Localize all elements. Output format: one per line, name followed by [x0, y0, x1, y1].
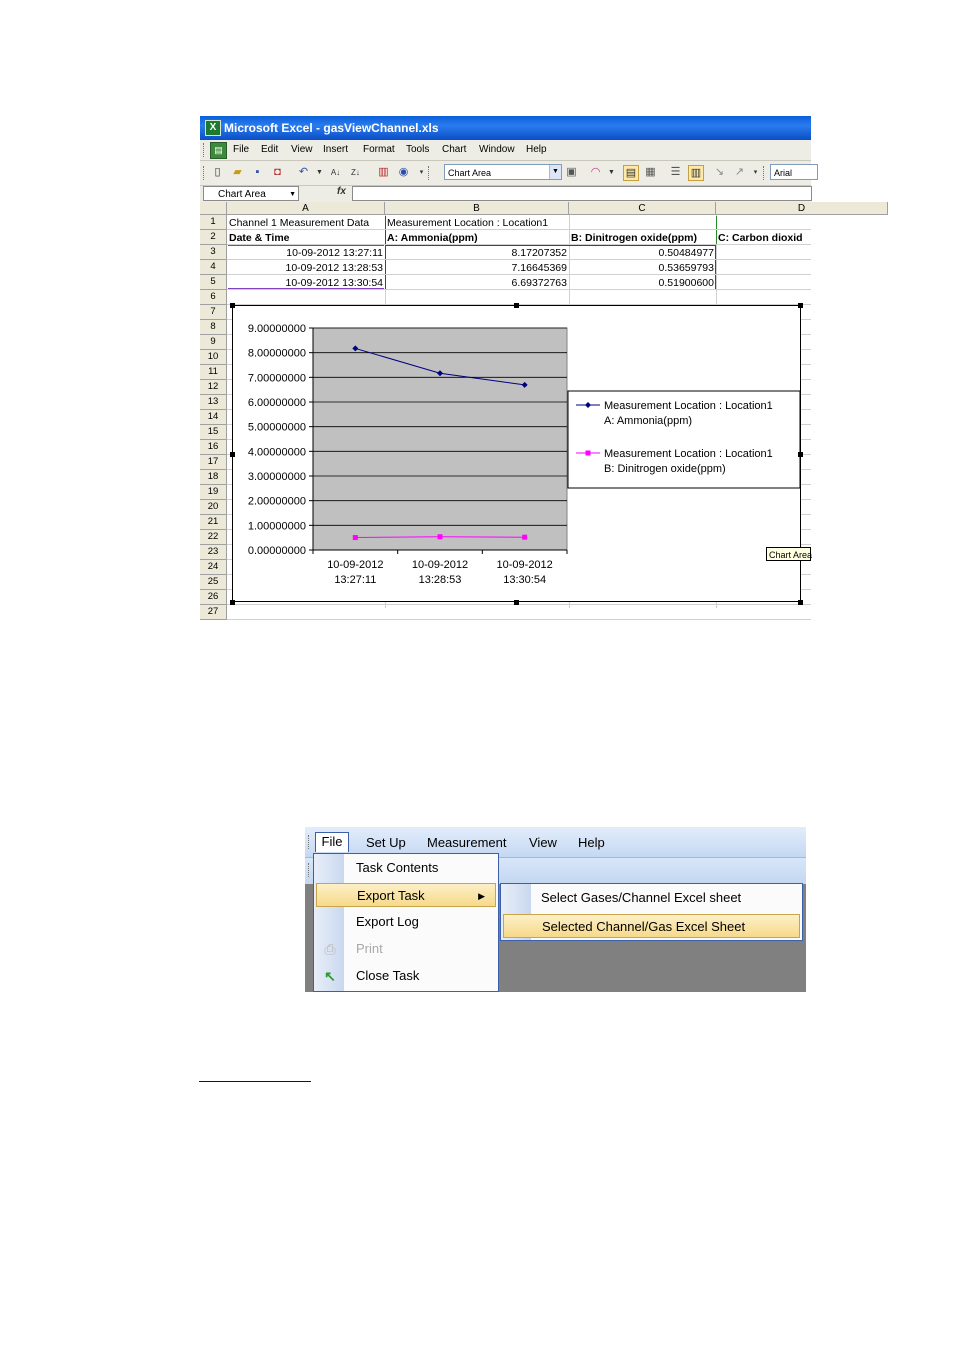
- data-point: [353, 535, 358, 540]
- app-menu-file[interactable]: File: [315, 832, 349, 852]
- row-header-3[interactable]: 3: [200, 245, 227, 260]
- cell-a1[interactable]: Channel 1 Measurement Data: [229, 217, 370, 229]
- menu-tools[interactable]: Tools: [406, 144, 430, 155]
- row-header-23[interactable]: 23: [200, 545, 227, 560]
- row-header-27[interactable]: 27: [200, 605, 227, 620]
- row-header-24[interactable]: 24: [200, 560, 227, 575]
- menu-item-label: Print: [356, 941, 383, 956]
- grip-handle-icon[interactable]: [308, 863, 312, 877]
- open-icon[interactable]: ▰: [233, 166, 242, 178]
- chart-type-dropdown-icon[interactable]: ▼: [608, 169, 615, 176]
- formula-bar: [200, 186, 811, 202]
- sort-ascending-icon[interactable]: A↓: [330, 168, 341, 177]
- row-header-6[interactable]: 6: [200, 290, 227, 305]
- menu-item-label: Close Task: [356, 968, 420, 983]
- grip-handle-icon[interactable]: [203, 166, 207, 180]
- y-tick-label: 8.00000000: [247, 347, 306, 360]
- file-dropdown-menu: [313, 853, 499, 992]
- menu-item-export-task[interactable]: [316, 883, 496, 907]
- cell-b2[interactable]: A: Ammonia(ppm): [387, 232, 478, 244]
- y-tick-label: 4.00000000: [247, 446, 306, 459]
- angle-text-downward-icon[interactable]: ↘: [714, 166, 725, 178]
- cell-b5[interactable]: 6.69372763: [511, 277, 567, 289]
- undo-icon[interactable]: ↶: [298, 166, 309, 178]
- close-task-icon: ↖: [324, 968, 336, 984]
- row-header-17[interactable]: 17: [200, 455, 227, 470]
- resize-handle[interactable]: [798, 452, 803, 457]
- submenu-item-select-gases-channel[interactable]: [503, 886, 800, 910]
- row-header-8[interactable]: 8: [200, 320, 227, 335]
- y-tick-label: 6.00000000: [247, 397, 306, 409]
- cell-a2[interactable]: Date & Time: [229, 232, 290, 244]
- grip-handle-icon[interactable]: [308, 835, 312, 849]
- insert-function-icon[interactable]: fx: [337, 186, 346, 197]
- resize-handle[interactable]: [514, 303, 519, 308]
- menu-item-close-task[interactable]: [316, 964, 496, 988]
- app-menu-view[interactable]: View: [529, 835, 557, 850]
- name-box-value: Chart Area: [218, 189, 266, 200]
- resize-handle[interactable]: [798, 600, 803, 605]
- column-header-c[interactable]: C: [569, 202, 716, 215]
- row-header-16[interactable]: 16: [200, 440, 227, 455]
- data-point: [522, 535, 527, 540]
- save-icon[interactable]: ▪: [255, 166, 260, 178]
- row-header-1[interactable]: 1: [200, 215, 227, 230]
- menu-help[interactable]: Help: [526, 144, 547, 155]
- font-combo[interactable]: [770, 164, 818, 180]
- angle-text-upward-icon[interactable]: ↗: [734, 166, 745, 178]
- by-row-icon[interactable]: ☰: [670, 166, 681, 178]
- chart-objects-combo[interactable]: [444, 164, 562, 180]
- grip-handle-icon[interactable]: [763, 166, 767, 180]
- submenu-item-label: Select Gases/Channel Excel sheet: [541, 890, 742, 905]
- app-menu-help[interactable]: Help: [578, 835, 605, 850]
- printer-icon: ⎙: [324, 941, 336, 957]
- document-icon[interactable]: ▤: [210, 142, 227, 159]
- y-tick-label: 5.00000000: [247, 421, 306, 434]
- data-point: [438, 534, 443, 539]
- column-header-a[interactable]: A: [227, 202, 385, 215]
- window-title: Microsoft Excel - gasViewChannel.xls: [224, 121, 439, 135]
- cell-c4[interactable]: 0.53659793: [658, 262, 714, 274]
- export-task-submenu: [500, 883, 803, 941]
- submenu-item-selected-channel-gas[interactable]: [503, 914, 800, 938]
- menu-item-label: Export Log: [356, 914, 419, 929]
- select-all-corner[interactable]: [200, 202, 227, 215]
- undo-dropdown-icon[interactable]: ▼: [316, 169, 323, 176]
- row-header-20[interactable]: 20: [200, 500, 227, 515]
- x-tick-label: 10-09-2012: [327, 559, 384, 571]
- row-divider: [227, 619, 811, 620]
- hyperlink-underline[interactable]: [199, 1081, 311, 1082]
- row-header-19[interactable]: 19: [200, 485, 227, 500]
- cell-c3[interactable]: 0.50484977: [658, 247, 714, 259]
- range-highlight-bc: [385, 245, 716, 290]
- legend-label: A: Ammonia(ppm): [604, 415, 693, 427]
- chevron-down-icon[interactable]: ▼: [289, 191, 296, 198]
- font-value: Arial: [774, 168, 793, 178]
- row-header-21[interactable]: 21: [200, 515, 227, 530]
- y-tick-label: 2.00000000: [247, 495, 306, 508]
- resize-handle[interactable]: [230, 600, 235, 605]
- toolbar-options-icon[interactable]: ▾: [753, 169, 758, 176]
- menu-item-label: Task Contents: [356, 860, 439, 875]
- x-tick-label: 10-09-2012: [411, 559, 469, 571]
- legend-key-marker: [586, 451, 591, 456]
- x-tick-label: 13:27:11: [334, 574, 377, 586]
- menu-bar: [200, 140, 811, 161]
- row-header-7[interactable]: 7: [200, 305, 227, 320]
- excel-app-icon: X: [205, 120, 221, 136]
- row-header-15[interactable]: 15: [200, 425, 227, 440]
- cell-d2[interactable]: C: Carbon dioxid: [718, 232, 803, 244]
- row-header-11[interactable]: 11: [200, 365, 227, 380]
- menu-item-print[interactable]: [316, 937, 496, 961]
- menu-insert[interactable]: Insert: [323, 144, 349, 155]
- chart-type-icon[interactable]: ◠: [590, 166, 601, 178]
- row-header-22[interactable]: 22: [200, 530, 227, 545]
- x-tick-label: 13:28:53: [418, 574, 462, 586]
- app-menu-measurement[interactable]: Measurement: [427, 835, 507, 850]
- row-divider: [227, 604, 811, 605]
- menu-edit[interactable]: Edit: [261, 144, 279, 155]
- row-header-4[interactable]: 4: [200, 260, 227, 275]
- range-highlight-header: [385, 216, 386, 245]
- toolbar-options-icon[interactable]: ▾: [419, 169, 424, 176]
- chart-wizard-icon[interactable]: ▥: [378, 166, 389, 178]
- formula-input[interactable]: [352, 186, 812, 201]
- range-highlight-header: [716, 216, 717, 245]
- row-divider: [227, 229, 811, 230]
- row-header-2[interactable]: 2: [200, 230, 227, 245]
- new-icon[interactable]: ▯: [214, 166, 221, 178]
- y-tick-label: 9.00000000: [247, 323, 306, 335]
- title-bar: [200, 116, 811, 140]
- row-divider: [227, 289, 811, 290]
- grip-handle-icon[interactable]: [428, 166, 432, 180]
- y-tick-label: 3.00000000: [247, 471, 306, 483]
- cell-a5[interactable]: 10-09-2012 13:30:54: [285, 277, 383, 289]
- resize-handle[interactable]: [230, 303, 235, 308]
- grip-handle-icon[interactable]: [203, 143, 207, 157]
- legend-icon[interactable]: ▤: [623, 165, 639, 181]
- app-menu-setup[interactable]: Set Up: [366, 835, 406, 850]
- menu-chart[interactable]: Chart: [442, 144, 467, 155]
- help-icon[interactable]: ◉: [398, 166, 409, 178]
- cell-a4[interactable]: 10-09-2012 13:28:53: [285, 262, 383, 274]
- data-table-icon[interactable]: ▦: [645, 166, 656, 178]
- toolbar: [200, 161, 811, 186]
- line-chart[interactable]: [233, 306, 800, 601]
- row-divider: [227, 259, 811, 260]
- row-header-26[interactable]: 26: [200, 590, 227, 605]
- gas-app-window: [305, 827, 806, 992]
- menu-format[interactable]: Format: [363, 144, 395, 155]
- chart-objects-value: Chart Area: [448, 168, 492, 178]
- sort-descending-icon[interactable]: Z↓: [351, 168, 360, 177]
- format-chart-area-icon[interactable]: ▣: [566, 166, 577, 178]
- range-highlight-a: [228, 245, 384, 289]
- row-header-9[interactable]: 9: [200, 335, 227, 350]
- cell-b1[interactable]: Measurement Location : Location1: [387, 217, 549, 229]
- menu-item-export-log[interactable]: [316, 910, 496, 934]
- chevron-down-icon[interactable]: ▼: [549, 165, 561, 179]
- legend-label: Measurement Location : Location1: [604, 400, 773, 412]
- menu-view[interactable]: View: [291, 144, 313, 155]
- chart-area[interactable]: [232, 305, 801, 602]
- x-tick-label: 13:30:54: [503, 574, 547, 586]
- y-tick-label: 1.00000000: [247, 520, 306, 533]
- row-header-10[interactable]: 10: [200, 350, 227, 365]
- submenu-item-label: Selected Channel/Gas Excel Sheet: [542, 919, 746, 934]
- submenu-arrow-icon: ▶: [478, 891, 485, 901]
- y-tick-label: 0.00000000: [247, 545, 306, 557]
- permission-icon[interactable]: ◘: [274, 166, 281, 178]
- cell-c2[interactable]: B: Dinitrogen oxide(ppm): [571, 232, 697, 244]
- resize-handle[interactable]: [230, 452, 235, 457]
- row-header-14[interactable]: 14: [200, 410, 227, 425]
- y-tick-label: 7.00000000: [247, 372, 306, 385]
- menu-item-label: Export Task: [357, 888, 425, 903]
- row-divider: [227, 244, 811, 245]
- column-header-b[interactable]: B: [385, 202, 569, 215]
- cell-a3[interactable]: 10-09-2012 13:27:11: [286, 247, 383, 259]
- plot-area: [313, 328, 567, 550]
- cell-c5[interactable]: 0.51900600: [658, 277, 714, 289]
- cell-b3[interactable]: 8.17207352: [511, 247, 567, 259]
- menu-window[interactable]: Window: [479, 144, 515, 155]
- menu-item-task-contents[interactable]: [316, 856, 496, 880]
- legend-label: B: Dinitrogen oxide(ppm): [604, 463, 726, 475]
- resize-handle[interactable]: [798, 303, 803, 308]
- chart-area-tooltip: Chart Area: [766, 547, 811, 561]
- row-header-18[interactable]: 18: [200, 470, 227, 485]
- legend-label: Measurement Location : Location1: [604, 448, 773, 460]
- menu-file[interactable]: File: [233, 144, 250, 155]
- by-column-icon[interactable]: ▥: [688, 165, 704, 181]
- x-tick-label: 10-09-2012: [496, 559, 553, 571]
- row-header-12[interactable]: 12: [200, 380, 227, 395]
- name-box[interactable]: [203, 186, 299, 201]
- cell-b4[interactable]: 7.16645369: [511, 262, 567, 274]
- column-header-d[interactable]: D: [716, 202, 888, 215]
- row-header-25[interactable]: 25: [200, 575, 227, 590]
- resize-handle[interactable]: [514, 600, 519, 605]
- row-header-13[interactable]: 13: [200, 395, 227, 410]
- row-header-5[interactable]: 5: [200, 275, 227, 290]
- row-divider: [227, 274, 811, 275]
